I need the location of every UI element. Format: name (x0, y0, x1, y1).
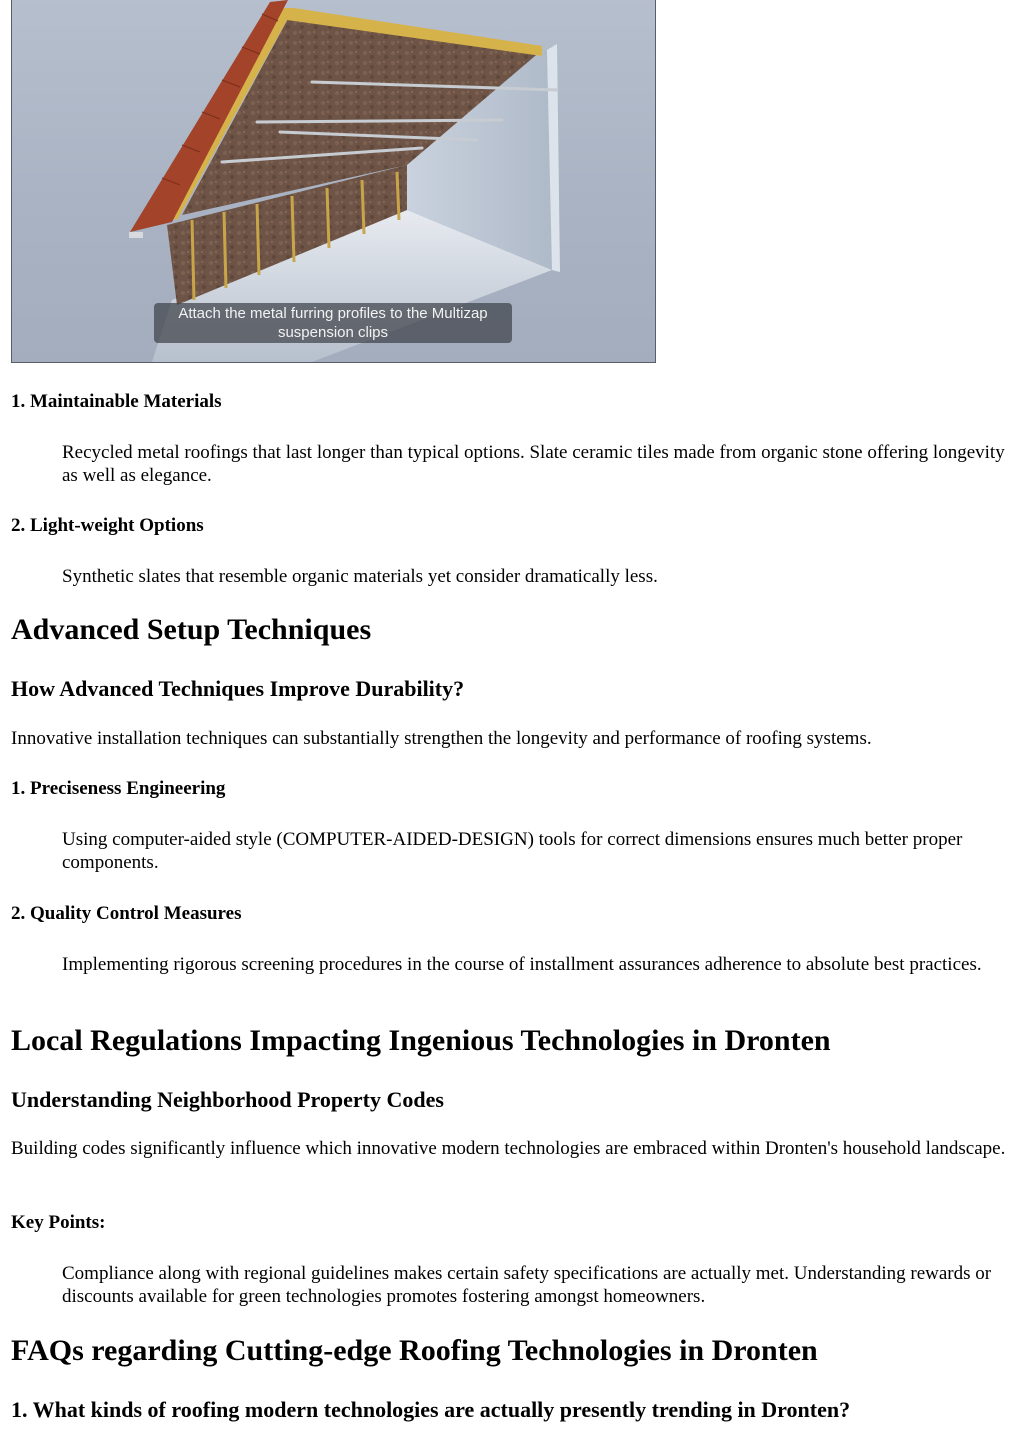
key-points-text: Compliance along with regional guidelines makes certain safety specifications are actually met. Understanding rewards or discounts available for green technologies promotes fostering amongst homeowners. (62, 1263, 992, 1307)
faq-question-1: 1. What kinds of roofing modern technologies are actually presently trending in Dronten? (11, 1397, 851, 1422)
light-weight-options-text: Synthetic slates that resemble organic materials yet consider dramatically less. (62, 566, 658, 587)
advanced-intro-text: Innovative installation techniques can substantially strengthen the longevity and performance of roofing systems. (11, 728, 872, 749)
roof-insulation-video-frame[interactable] (11, 0, 656, 363)
video-caption (154, 303, 512, 343)
property-codes-subtitle: Understanding Neighborhood Property Codes (11, 1087, 444, 1112)
advanced-setup-title: Advanced Setup Techniques (11, 613, 372, 646)
caption-line-2: suspension clips (277, 324, 389, 341)
advanced-techniques-subtitle: How Advanced Techniques Improve Durability? (11, 676, 465, 701)
quality-control-text: Implementing rigorous screening procedures in the course of installment assurances adherence to absolute best practices. (62, 954, 982, 975)
faq-title: FAQs regarding Cutting-edge Roofing Technologies in Dronten (11, 1334, 818, 1367)
quality-control-heading: 2. Quality Control Measures (11, 903, 242, 924)
article (11, 0, 1011, 1422)
key-points-heading: Key Points: (11, 1212, 106, 1233)
maintainable-materials-text: Recycled metal roofings that last longer than typical options. Slate ceramic tiles made from organic stone offering longevity as well as elegance. (62, 442, 1005, 486)
local-regulations-title: Local Regulations Impacting Ingenious Technologies in Dronten (11, 1024, 831, 1057)
preciseness-engineering-heading: 1. Preciseness Engineering (11, 778, 226, 799)
caption-line-1: Attach the metal furring profiles to the Multizap (178, 305, 488, 322)
preciseness-engineering-text: Using computer-aided style (COMPUTER-AIDED-DESIGN) tools for correct dimensions ensures much better proper components. (62, 829, 963, 873)
property-codes-text: Building codes significantly influence which innovative modern technologies are embraced within Dronten's household landscape. (11, 1138, 1006, 1159)
light-weight-options-heading: 2. Light-weight Options (11, 515, 204, 536)
maintainable-materials-heading: 1. Maintainable Materials (11, 391, 222, 412)
